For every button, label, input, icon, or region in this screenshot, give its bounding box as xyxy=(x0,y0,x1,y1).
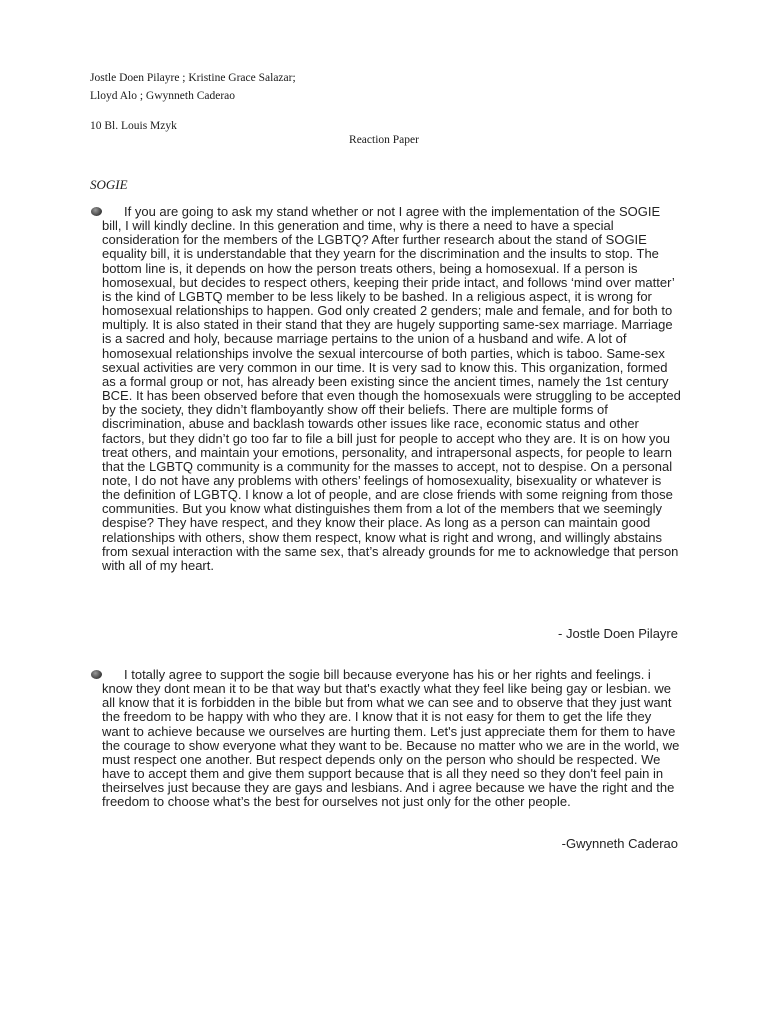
reaction-signature: - Jostle Doen Pilayre xyxy=(558,626,678,641)
topic-heading: SOGIE xyxy=(90,177,128,192)
reaction-paragraph: If you are going to ask my stand whether or not I agree with the implementation of the SOGIE bill, I will kindly decline. In this generation and time, why is there a need to have a special consideration for the members of the LGBTQ? After further research about the stand of SOGIE equality bill, it is understandable that they yearn for the discrimination and the insults to stop. The bottom line is, it depends on how the person treats others, being a homosexual. If a person is homosexual, but decides to respect others, keeping their pride intact, and follows ‘mind over matter’ is the kind of LGBTQ member to be less likely to be bashed. In a religious aspect, it is wrong for homosexual relationships to happen. God only created 2 genders; male and female, and for both to multiply. It is also stated in their stand that they are hugely supporting same-sex marriage. Marriage is a sacred and holy, because marriage pertains to the union of a husband and wife. A lot of homosexual relationships involve the sexual intercourse of both parties, which is taboo. Same-sex sexual activities are very common in our time. It is very sad to know this. This organization, formed as a formal group or not, has already been existing since the ancient times, namely the 1st century BCE. It has been observed before that even though the homosexuals were struggling to be accepted by the society, they didn’t flamboyantly show off their beliefs. There are multiple forms of discrimination, abuse and backlash towards other issues like race, economic status and other factors, but they didn’t go too far to file a bill just for people to accept who they are. It is on how you treat others, and maintain your emotions, personality, and intrapersonal aspects, for people to learn that the LGBTQ community is a community for the masses to accept, not to despise. On a personal note, I do not have any problems with others’ feelings of homosexuality, bisexuality or whatever is the definition of LGBTQ. I know a lot of people, and are close friends with some reigning from those communities. But you know what distinguishes them from a lot of the members that we seemingly despise? They have respect, and they know their place. As long as a person can maintain good relationships with others, show them respect, know what is right and wrong, and willingly abstains from sexual interaction with the same sex, that’s already grounds for me to acknowledge that person with all of my heart. xyxy=(102,204,681,573)
class-section: 10 Bl. Louis Mzyk xyxy=(90,120,177,132)
authors-line-2: Lloyd Alo ; Gwynneth Caderao xyxy=(90,90,236,102)
bullet-icon xyxy=(91,207,102,216)
reaction-signature: -Gwynneth Caderao xyxy=(561,836,678,851)
bullet-icon xyxy=(91,670,102,679)
authors-line-1: Jostle Doen Pilayre ; Kristine Grace Salazar; xyxy=(90,72,296,84)
document-title: Reaction Paper xyxy=(349,134,419,146)
reaction-paragraph: I totally agree to support the sogie bill because everyone has his or her rights and feelings. i know they dont mean it to be that way but that's exactly what they feel like being gay or lesbian. we all know that it is forbidden in the bible but from what we can see and to observe that they just want the freedom to be happy with who they are. I know that it is not easy for them to get the life they want to achieve because we ourselves are hurting them. Let's just appreciate them for them to have the courage to show everyone what they want to be. Because no matter who we are in the world, we must respect one another. But respect depends only on the person who should be respected. We have to accept them and give them support because that is all they need so they don't feel pain in theirselves just because they are gays and lesbians. And i agree because we have the right and the freedom to choose what’s the best for ourselves not just only for the other people. xyxy=(102,667,680,810)
